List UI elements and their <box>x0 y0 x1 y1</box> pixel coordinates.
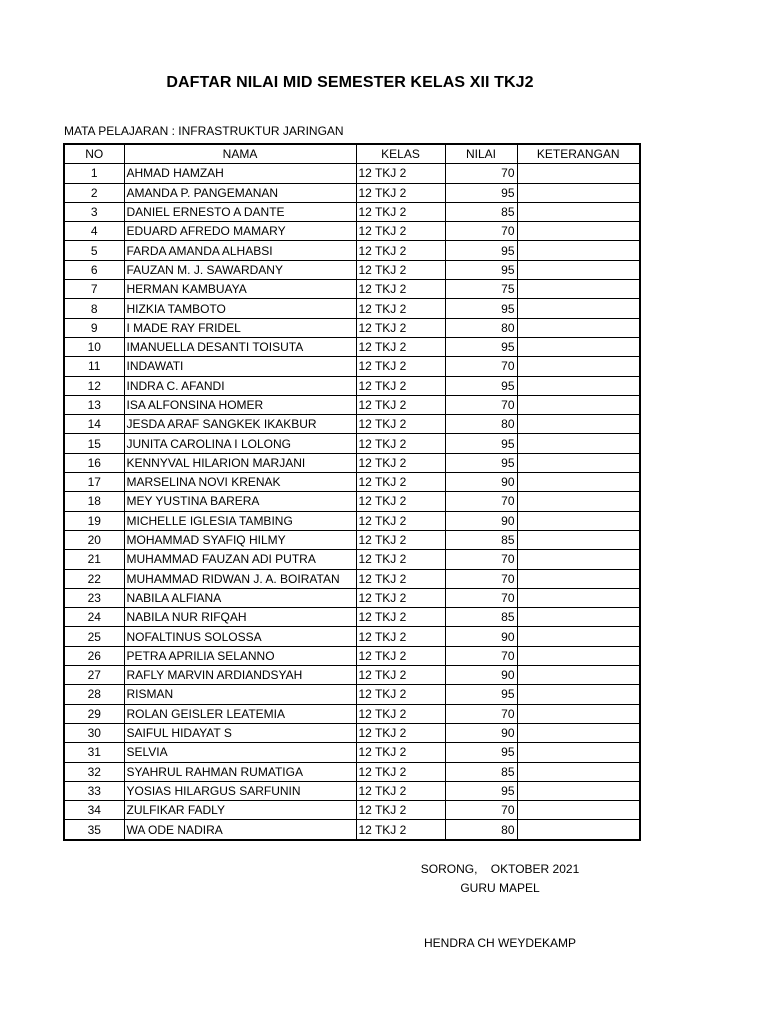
cell-nama: NABILA NUR RIFQAH <box>124 608 356 627</box>
table-header-row <box>64 144 640 164</box>
cell-keterangan <box>517 415 640 434</box>
signoff-name: HENDRA CH WEYDEKAMP <box>423 936 577 950</box>
cell-no: 26 <box>64 646 124 665</box>
table-row <box>64 569 640 588</box>
cell-no: 10 <box>64 337 124 356</box>
cell-keterangan <box>517 337 640 356</box>
cell-no: 32 <box>64 762 124 781</box>
cell-kelas: 12 TKJ 2 <box>356 550 445 569</box>
cell-keterangan <box>517 280 640 299</box>
cell-kelas: 12 TKJ 2 <box>356 453 445 472</box>
subject-line: MATA PELAJARAN : INFRASTRUKTUR JARINGAN <box>64 124 344 138</box>
cell-keterangan <box>517 530 640 549</box>
cell-no: 21 <box>64 550 124 569</box>
cell-kelas: 12 TKJ 2 <box>356 723 445 742</box>
cell-nama: KENNYVAL HILARION MARJANI <box>124 453 356 472</box>
cell-nilai: 90 <box>445 627 517 646</box>
cell-nilai: 95 <box>445 376 517 395</box>
cell-keterangan <box>517 801 640 820</box>
table-row <box>64 260 640 279</box>
cell-no: 2 <box>64 183 124 202</box>
cell-kelas: 12 TKJ 2 <box>356 415 445 434</box>
cell-no: 33 <box>64 781 124 800</box>
cell-kelas: 12 TKJ 2 <box>356 473 445 492</box>
cell-nilai: 70 <box>445 222 517 241</box>
document-title: DAFTAR NILAI MID SEMESTER KELAS XII TKJ2 <box>166 74 534 91</box>
cell-keterangan <box>517 820 640 840</box>
cell-nilai: 70 <box>445 492 517 511</box>
table-row <box>64 666 640 685</box>
cell-nilai: 90 <box>445 473 517 492</box>
table-row <box>64 202 640 221</box>
cell-nama: MOHAMMAD SYAFIQ HILMY <box>124 530 356 549</box>
cell-nama: NABILA ALFIANA <box>124 588 356 607</box>
cell-nilai: 90 <box>445 511 517 530</box>
cell-nama: IMANUELLA DESANTI TOISUTA <box>124 337 356 356</box>
cell-keterangan <box>517 222 640 241</box>
cell-nilai: 70 <box>445 357 517 376</box>
cell-kelas: 12 TKJ 2 <box>356 627 445 646</box>
cell-no: 13 <box>64 395 124 414</box>
cell-nama: WA ODE NADIRA <box>124 820 356 840</box>
cell-keterangan <box>517 492 640 511</box>
cell-nilai: 95 <box>445 241 517 260</box>
table-row <box>64 530 640 549</box>
cell-no: 6 <box>64 260 124 279</box>
cell-kelas: 12 TKJ 2 <box>356 434 445 453</box>
cell-no: 9 <box>64 318 124 337</box>
table-row <box>64 608 640 627</box>
cell-nilai: 70 <box>445 164 517 183</box>
cell-no: 15 <box>64 434 124 453</box>
cell-nama: INDRA C. AFANDI <box>124 376 356 395</box>
cell-no: 8 <box>64 299 124 318</box>
cell-nilai: 70 <box>445 801 517 820</box>
cell-keterangan <box>517 646 640 665</box>
cell-nama: JESDA ARAF SANGKEK IKAKBUR <box>124 415 356 434</box>
cell-kelas: 12 TKJ 2 <box>356 511 445 530</box>
cell-no: 34 <box>64 801 124 820</box>
cell-no: 19 <box>64 511 124 530</box>
cell-kelas: 12 TKJ 2 <box>356 801 445 820</box>
cell-no: 11 <box>64 357 124 376</box>
table-row <box>64 627 640 646</box>
cell-keterangan <box>517 395 640 414</box>
cell-nilai: 95 <box>445 781 517 800</box>
table-row <box>64 646 640 665</box>
cell-no: 23 <box>64 588 124 607</box>
cell-no: 28 <box>64 685 124 704</box>
header-no: NO <box>64 144 124 164</box>
table-row <box>64 685 640 704</box>
cell-nilai: 85 <box>445 530 517 549</box>
cell-kelas: 12 TKJ 2 <box>356 280 445 299</box>
cell-nilai: 85 <box>445 608 517 627</box>
signoff-place-date: SORONG, OKTOBER 2021 <box>420 862 580 876</box>
cell-no: 16 <box>64 453 124 472</box>
table-row <box>64 357 640 376</box>
cell-nilai: 95 <box>445 453 517 472</box>
cell-nama: FAUZAN M. J. SAWARDANY <box>124 260 356 279</box>
cell-no: 22 <box>64 569 124 588</box>
table-row <box>64 222 640 241</box>
table-row <box>64 376 640 395</box>
table-row <box>64 550 640 569</box>
cell-nilai: 70 <box>445 395 517 414</box>
cell-kelas: 12 TKJ 2 <box>356 685 445 704</box>
cell-nama: MARSELINA NOVI KRENAK <box>124 473 356 492</box>
cell-keterangan <box>517 434 640 453</box>
cell-nilai: 70 <box>445 646 517 665</box>
cell-keterangan <box>517 588 640 607</box>
cell-nilai: 85 <box>445 762 517 781</box>
cell-keterangan <box>517 685 640 704</box>
cell-no: 20 <box>64 530 124 549</box>
cell-kelas: 12 TKJ 2 <box>356 395 445 414</box>
cell-no: 5 <box>64 241 124 260</box>
cell-kelas: 12 TKJ 2 <box>356 299 445 318</box>
cell-no: 25 <box>64 627 124 646</box>
cell-nama: INDAWATI <box>124 357 356 376</box>
cell-nama: YOSIAS HILARGUS SARFUNIN <box>124 781 356 800</box>
cell-nilai: 85 <box>445 202 517 221</box>
cell-keterangan <box>517 318 640 337</box>
cell-keterangan <box>517 260 640 279</box>
table-row <box>64 762 640 781</box>
cell-nilai: 70 <box>445 569 517 588</box>
cell-nilai: 95 <box>445 183 517 202</box>
cell-nama: NOFALTINUS SOLOSSA <box>124 627 356 646</box>
cell-keterangan <box>517 666 640 685</box>
cell-kelas: 12 TKJ 2 <box>356 318 445 337</box>
cell-kelas: 12 TKJ 2 <box>356 164 445 183</box>
cell-nama: ZULFIKAR FADLY <box>124 801 356 820</box>
cell-no: 35 <box>64 820 124 840</box>
cell-no: 14 <box>64 415 124 434</box>
cell-keterangan <box>517 627 640 646</box>
table-row <box>64 511 640 530</box>
cell-nama: PETRA APRILIA SELANNO <box>124 646 356 665</box>
table-row <box>64 781 640 800</box>
cell-keterangan <box>517 357 640 376</box>
table-row <box>64 743 640 762</box>
cell-nama: HIZKIA TAMBOTO <box>124 299 356 318</box>
header-kelas: KELAS <box>356 144 445 164</box>
cell-nama: FARDA AMANDA ALHABSI <box>124 241 356 260</box>
cell-kelas: 12 TKJ 2 <box>356 820 445 840</box>
cell-no: 7 <box>64 280 124 299</box>
table-row <box>64 183 640 202</box>
cell-nilai: 70 <box>445 704 517 723</box>
cell-nama: RAFLY MARVIN ARDIANDSYAH <box>124 666 356 685</box>
cell-nama: RISMAN <box>124 685 356 704</box>
cell-nilai: 90 <box>445 666 517 685</box>
cell-no: 3 <box>64 202 124 221</box>
cell-kelas: 12 TKJ 2 <box>356 183 445 202</box>
header-nilai: NILAI <box>445 144 517 164</box>
table-row <box>64 164 640 183</box>
cell-nilai: 95 <box>445 434 517 453</box>
table-row <box>64 473 640 492</box>
cell-no: 4 <box>64 222 124 241</box>
cell-nilai: 80 <box>445 415 517 434</box>
cell-no: 24 <box>64 608 124 627</box>
cell-no: 27 <box>64 666 124 685</box>
table-row <box>64 588 640 607</box>
cell-kelas: 12 TKJ 2 <box>356 260 445 279</box>
table-row <box>64 704 640 723</box>
cell-nilai: 95 <box>445 337 517 356</box>
cell-keterangan <box>517 743 640 762</box>
cell-nama: SELVIA <box>124 743 356 762</box>
cell-nilai: 70 <box>445 588 517 607</box>
table-row <box>64 241 640 260</box>
cell-kelas: 12 TKJ 2 <box>356 202 445 221</box>
cell-nama: EDUARD AFREDO MAMARY <box>124 222 356 241</box>
table-row <box>64 723 640 742</box>
header-nama: NAMA <box>124 144 356 164</box>
cell-kelas: 12 TKJ 2 <box>356 222 445 241</box>
cell-kelas: 12 TKJ 2 <box>356 608 445 627</box>
cell-nama: AMANDA P. PANGEMANAN <box>124 183 356 202</box>
cell-kelas: 12 TKJ 2 <box>356 762 445 781</box>
table-row <box>64 299 640 318</box>
header-keterangan: KETERANGAN <box>517 144 640 164</box>
cell-nilai: 80 <box>445 318 517 337</box>
cell-no: 17 <box>64 473 124 492</box>
grades-table-body <box>64 164 640 840</box>
cell-kelas: 12 TKJ 2 <box>356 743 445 762</box>
cell-nama: SAIFUL HIDAYAT S <box>124 723 356 742</box>
cell-keterangan <box>517 183 640 202</box>
cell-nama: MUHAMMAD FAUZAN ADI PUTRA <box>124 550 356 569</box>
cell-nilai: 95 <box>445 260 517 279</box>
cell-keterangan <box>517 299 640 318</box>
table-row <box>64 453 640 472</box>
cell-nilai: 95 <box>445 299 517 318</box>
cell-no: 30 <box>64 723 124 742</box>
cell-keterangan <box>517 608 640 627</box>
cell-kelas: 12 TKJ 2 <box>356 588 445 607</box>
cell-nilai: 70 <box>445 550 517 569</box>
cell-kelas: 12 TKJ 2 <box>356 241 445 260</box>
grades-table <box>63 143 641 841</box>
cell-nama: MICHELLE IGLESIA TAMBING <box>124 511 356 530</box>
cell-keterangan <box>517 550 640 569</box>
cell-nama: DANIEL ERNESTO A DANTE <box>124 202 356 221</box>
cell-kelas: 12 TKJ 2 <box>356 357 445 376</box>
signoff-role: GURU MAPEL <box>460 881 540 895</box>
cell-nilai: 80 <box>445 820 517 840</box>
table-row <box>64 492 640 511</box>
cell-keterangan <box>517 164 640 183</box>
cell-nilai: 95 <box>445 685 517 704</box>
cell-keterangan <box>517 781 640 800</box>
table-row <box>64 395 640 414</box>
cell-keterangan <box>517 704 640 723</box>
table-row <box>64 434 640 453</box>
table-row <box>64 820 640 840</box>
cell-keterangan <box>517 453 640 472</box>
cell-nama: I MADE RAY FRIDEL <box>124 318 356 337</box>
cell-keterangan <box>517 723 640 742</box>
table-row <box>64 318 640 337</box>
table-row <box>64 280 640 299</box>
cell-keterangan <box>517 202 640 221</box>
cell-kelas: 12 TKJ 2 <box>356 704 445 723</box>
cell-kelas: 12 TKJ 2 <box>356 666 445 685</box>
cell-nama: MEY YUSTINA BARERA <box>124 492 356 511</box>
cell-kelas: 12 TKJ 2 <box>356 569 445 588</box>
cell-nama: MUHAMMAD RIDWAN J. A. BOIRATAN <box>124 569 356 588</box>
cell-kelas: 12 TKJ 2 <box>356 646 445 665</box>
cell-kelas: 12 TKJ 2 <box>356 530 445 549</box>
cell-nilai: 95 <box>445 743 517 762</box>
cell-nilai: 75 <box>445 280 517 299</box>
cell-nama: AHMAD HAMZAH <box>124 164 356 183</box>
cell-keterangan <box>517 511 640 530</box>
cell-keterangan <box>517 569 640 588</box>
cell-kelas: 12 TKJ 2 <box>356 337 445 356</box>
cell-keterangan <box>517 241 640 260</box>
cell-nama: ROLAN GEISLER LEATEMIA <box>124 704 356 723</box>
table-row <box>64 415 640 434</box>
cell-kelas: 12 TKJ 2 <box>356 376 445 395</box>
cell-no: 31 <box>64 743 124 762</box>
table-row <box>64 801 640 820</box>
cell-no: 1 <box>64 164 124 183</box>
cell-nama: ISA ALFONSINA HOMER <box>124 395 356 414</box>
table-row <box>64 337 640 356</box>
cell-keterangan <box>517 376 640 395</box>
cell-keterangan <box>517 762 640 781</box>
cell-no: 18 <box>64 492 124 511</box>
cell-kelas: 12 TKJ 2 <box>356 781 445 800</box>
cell-kelas: 12 TKJ 2 <box>356 492 445 511</box>
cell-nama: SYAHRUL RAHMAN RUMATIGA <box>124 762 356 781</box>
cell-nama: HERMAN KAMBUAYA <box>124 280 356 299</box>
cell-nama: JUNITA CAROLINA I LOLONG <box>124 434 356 453</box>
cell-keterangan <box>517 473 640 492</box>
cell-nilai: 90 <box>445 723 517 742</box>
cell-no: 12 <box>64 376 124 395</box>
cell-no: 29 <box>64 704 124 723</box>
